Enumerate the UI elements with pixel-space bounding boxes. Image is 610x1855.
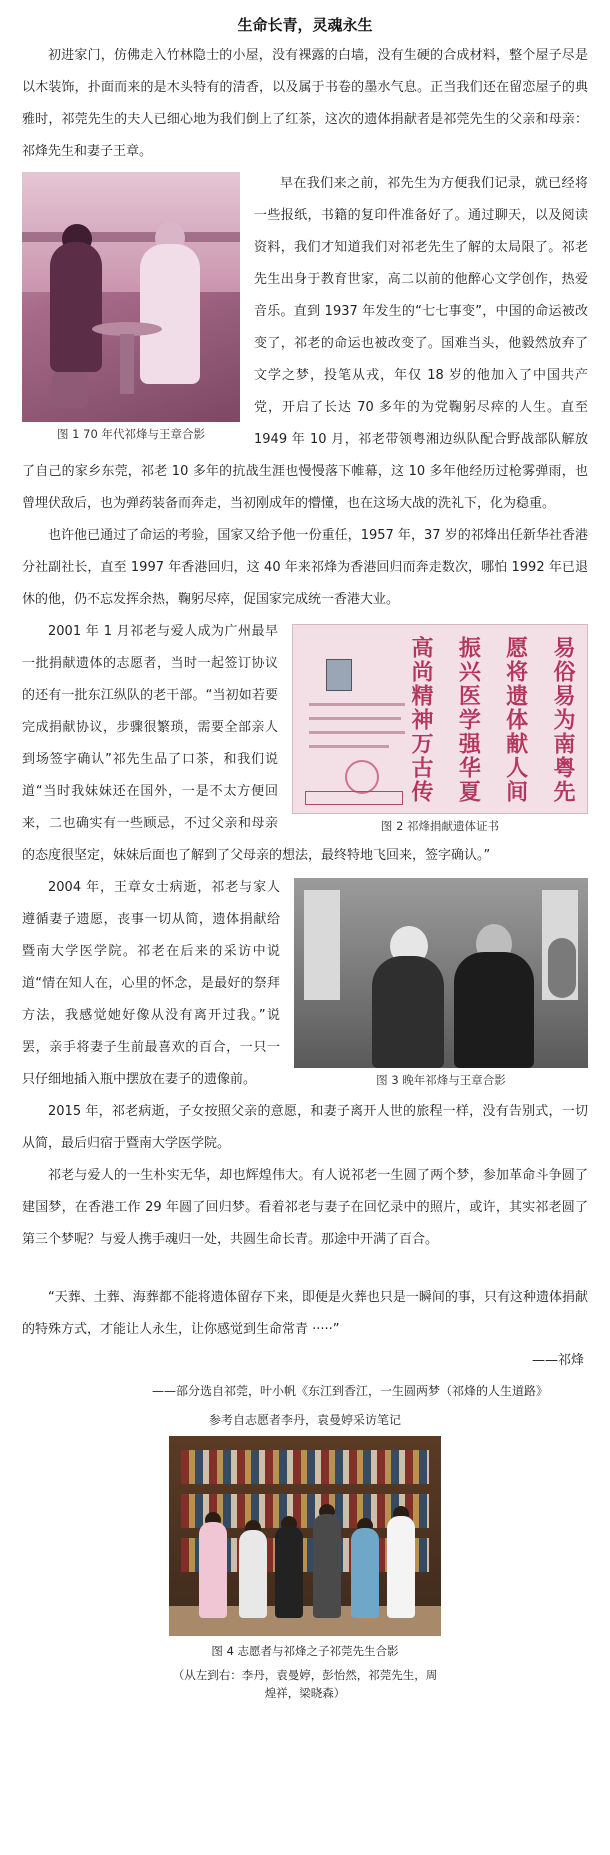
photo-couple-later-years (294, 878, 588, 1068)
figure-4 (169, 1436, 441, 1702)
certificate-seal (345, 760, 379, 794)
certificate-portrait (326, 659, 352, 691)
paragraph-5: 2004 年，王章女士病逝，祁老与家人遵循妻子遗愿，丧事一切从简，遗体捐献给暨南大学医学院。祁老在后来的采访中说道“情在知人在，心里的怀念，是最好的祭拜方法，我感觉她好像从没有离开过我。”说罢，亲手将妻子生前最喜欢的百合，一只一只仔细地插入瓶中摆放在妻子的遗像前。 (22, 880, 280, 1087)
figure-1-caption: 图 1 70 年代祁烽与王章合影 (57, 427, 205, 441)
figure-2-caption: 图 2 祁烽捐献遗体证书 (380, 819, 500, 833)
photo-donation-certificate (292, 624, 588, 814)
calligraphy-column: 振兴医学强华夏 (455, 636, 482, 804)
paragraph-1: 初进家门，仿佛走入竹林隐士的小屋，没有裸露的白墙，没有生硬的合成材料，整个屋子尽是以木装饰，扑面而来的是木头特有的清香，以及属于书卷的墨水气息。正当我们还在留恋屋子的典雅时，祁莞先生的夫人已细心地为我们倒上了红茶，这次的遗体捐献者是祁莞先生的父亲和母亲：祁烽先生和妻子王章。 (22, 48, 588, 159)
figure-1 (22, 172, 240, 442)
calligraphy-column: 愿将遗体献人间 (502, 636, 529, 804)
paragraph-7: 祁老与爱人的一生朴实无华，却也辉煌伟大。有人说祁老一生圆了两个梦，参加革命斗争圆了建国梦，在香港工作 29 年圆了回归梦。看着祁老与妻子在回忆录中的照片，或许，其实祁老圆了第三个梦呢？与爱人携手魂归一处，共圆生命长青。那途中开满了百合。 (22, 1168, 588, 1247)
interview-notes-credit: 参考自志愿者李丹，袁曼婷采访笔记 (208, 1413, 401, 1427)
paragraph-3: 也许他已通过了命运的考验，国家又给予他一份重任，1957 年，37 岁的祁烽出任新华社香港分社副社长，直至 1997 年香港回归，这 40 年来祁烽为香港回归而奔走数次，哪怕 1992 年已退休的他，仍不忘发挥余热，鞠躬尽瘁，促国家完成统一香港大业。 (22, 528, 588, 607)
photo-volunteers-group (169, 1436, 441, 1636)
quote-signature: ——祁烽 (531, 1353, 584, 1368)
certificate-calligraphy (407, 635, 577, 805)
source-reference: ——部分选自祁莞，叶小帆《东江到香江，一生圆两梦（祁烽的人生道路》 (151, 1384, 548, 1398)
paragraph-4: 2001 年 1 月祁老与爱人成为广州最早一批捐献遗体的志愿者，当时一起签订协议的还有一批东江纵队的老干部。“当初如若要完成捐献协议，步骤很繁琐，需要全部亲人到场签字确认”祁先生品了口茶，和我们说道“当时我妹妹还在国外，一是不太方便回来，二也确实有一些顾忌，不过父亲和母亲的态度很坚定，妹妹后面也了解到了父母亲的想法，最终特地飞回来，签字确认。” (22, 624, 491, 863)
quote-text: “天葬、土葬、海葬都不能将遗体留存下来，即便是火葬也只是一瞬间的事，只有这种遗体捐献的特殊方式，才能让人永生，让你感觉到生命常青 ·····” (22, 1290, 588, 1337)
calligraphy-column: 易俗易为南粤先 (549, 636, 576, 804)
paragraph-6: 2015 年，祁老病逝，子女按照父亲的意愿，和妻子离开人世的旅程一样，没有告别式，一切从简，最后归宿于暨南大学医学院。 (22, 1104, 588, 1151)
calligraphy-column: 高尚精神万古传 (408, 636, 434, 804)
figure-4-names: （从左到右：李丹，袁曼婷，彭怡然，祁莞先生，周煌祥，梁晓森） (172, 1668, 438, 1700)
paragraph-2: 早在我们来之前，祁先生为方便我们记录，就已经将一些报纸，书籍的复印件准备好了。通过聊天，以及阅读资料，我们才知道我们对祁老先生了解的太局限了。祁老先生出身于教育世家，高二以前的他醉心文学创作，热爱音乐。直到 1937 年发生的“七七事变”，中国的命运被改变了，祁老的命运也被改变了。国难当头，他毅然放弃了文学之梦，投笔从戎，年仅 18 岁的他加入了中国共产党，开启了长达 70 多年的为党鞠躬尽瘁的人生。直至 1949 年 10 月，祁老带领粤湘边纵队配合野战部队解放了自己的家乡东莞，祁老 10 多年的抗战生涯也慢慢落下帷幕，这 10 多年他经历过枪雾弹雨，也曾埋伏敌后，也为弹药装备而奔走，当初刚成年的懵懂，也在这场大战的洗礼下，化为稳重。 (22, 176, 588, 511)
figure-3-caption: 图 3 晚年祁烽与王章合影 (376, 1073, 506, 1087)
photo-couple-1970s (22, 172, 240, 422)
figure-4-caption: 图 4 志愿者与祁烽之子祁莞先生合影 (211, 1644, 399, 1658)
page-title: 生命长青，灵魂永生 (237, 16, 373, 34)
figure-3 (294, 878, 588, 1088)
quote-block (22, 1282, 588, 1376)
figure-2 (292, 624, 588, 834)
